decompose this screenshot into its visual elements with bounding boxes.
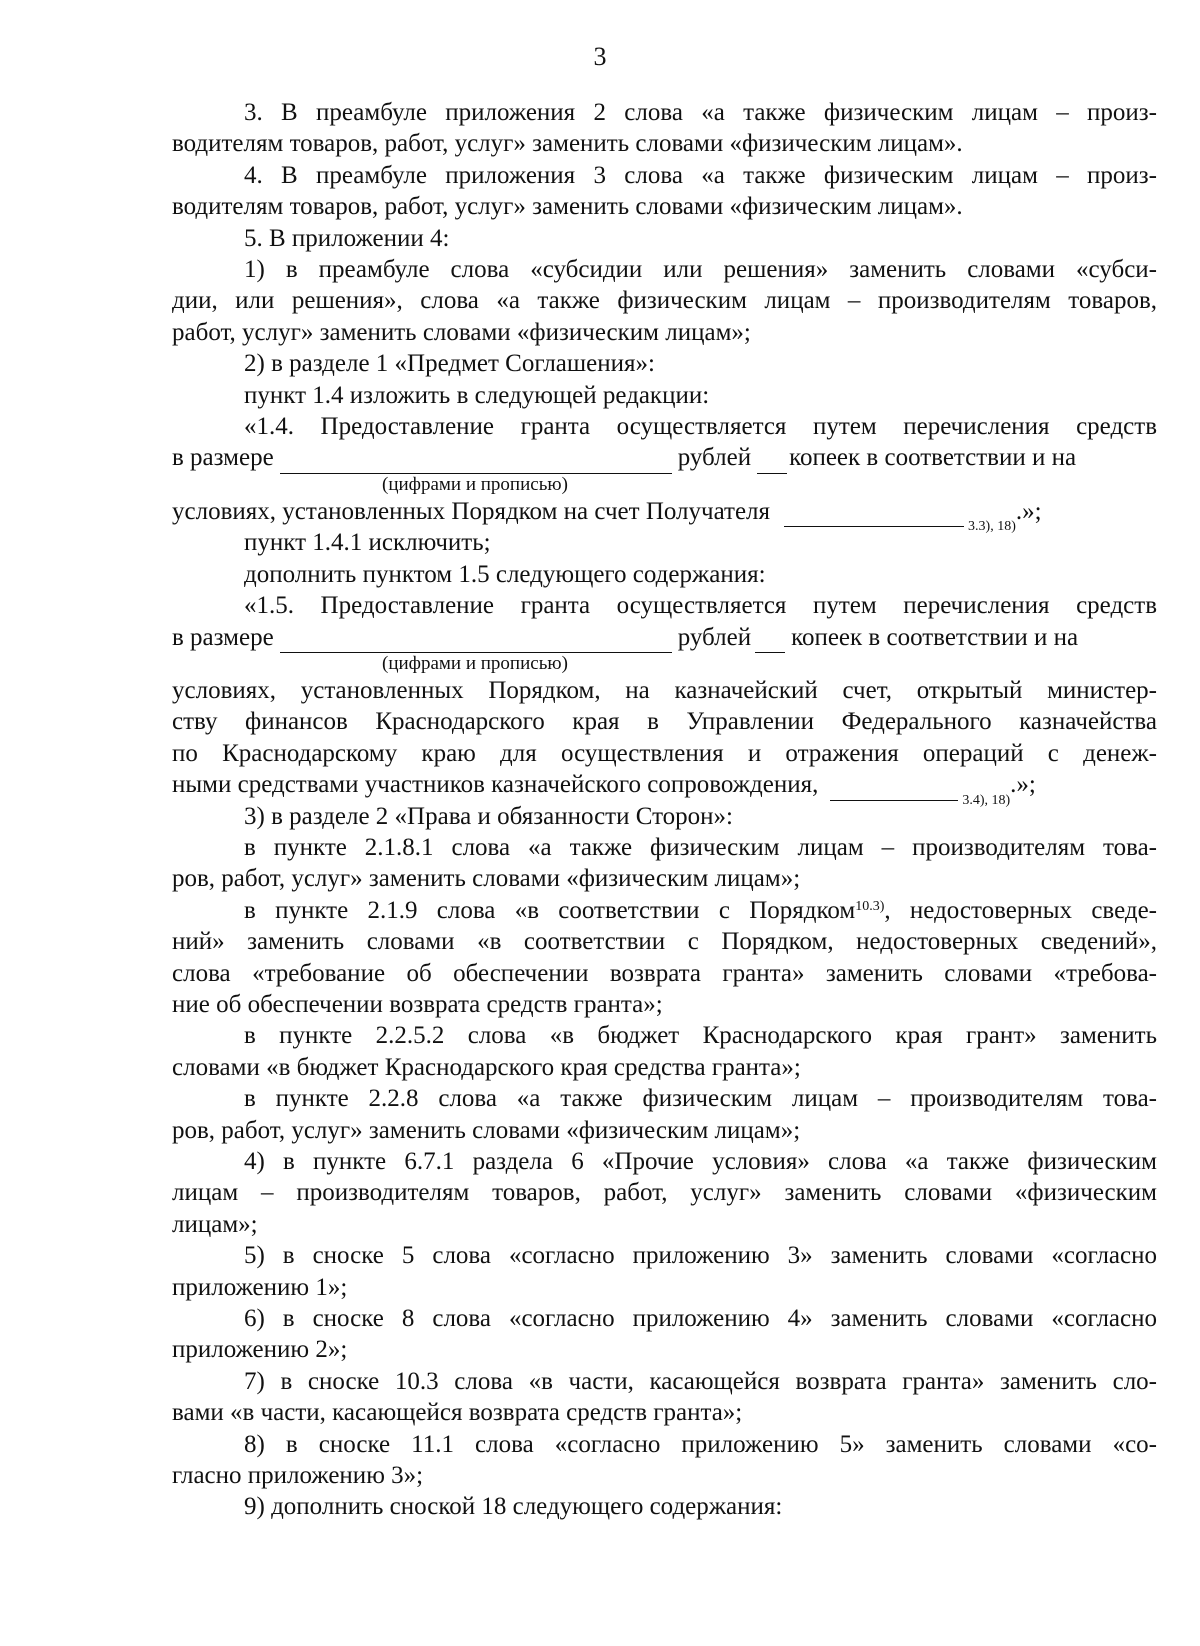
text-line: 4) в пункте 6.7.1 раздела 6 «Прочие условия» слова «а также физическим [244,1148,1157,1175]
text-line: приложению 1»; [172,1273,348,1301]
kop-label: копеек в соответствии и на [789,444,1077,472]
text-line: слова «требование об обеспечении возврата гранта» заменить словами «требова- [172,959,1157,987]
document-body [172,97,1157,1523]
text-line: приложению 2»; [172,1336,348,1364]
text-line: в пункте 2.2.8 слова «а также физическим лицам – производителям това- [244,1085,1157,1113]
text-line: «1.5. Предоставление гранта осуществляется путем перечисления средств [244,592,1157,620]
account-text: условиях, установленных Порядком на счет Получателя [172,497,771,525]
text-line: лицам»; [172,1210,258,1238]
text-line: 6) в сноске 8 слова «согласно приложению 4» заменить словами «согласно [244,1305,1157,1333]
text-line: ний» заменить словами «в соответствии с Порядком, недостоверных сведений», [172,928,1157,956]
text-line: по Краснодарскому краю для осуществления и отражения операций с денеж- [172,739,1157,767]
text-line: условиях, установленных Порядком, на казначейский счет, открытый министер- [172,676,1157,704]
rub-label: рублей [677,444,752,472]
text-line: ров, работ, услуг» заменить словами «физическим лицам»; [172,865,801,893]
text-line: 5. В приложении 4: [244,224,450,252]
text-line: вами «в части, касающейся возврата средств гранта»; [172,1399,743,1427]
text-line: 7) в сноске 10.3 слова «в части, касающейся возврата гранта» заменить сло- [244,1367,1157,1395]
text-line: 4. В преамбуле приложения 3 слова «а также физическим лицам – произ- [244,161,1157,189]
treasury-blank [830,778,958,801]
line-end: .»; [1010,771,1036,799]
footnote-ref: 10.3) [855,898,885,914]
treasury-text: ными средствами участников казначейского сопровождения, [172,771,819,799]
amount-blank [280,451,672,474]
text-line: лицам – производителям товаров, работ, услуг» заменить словами «физическим [172,1179,1157,1207]
text-line: ров, работ, услуг» заменить словами «физическим лицам»; [172,1116,801,1144]
text-line: в пункте 2.1.8.1 слова «а также физическим лицам – производителям това- [244,833,1157,861]
text-line: 5) в сноске 5 слова «согласно приложению 3» заменить словами «согласно [244,1242,1157,1270]
text-line: пункт 1.4 изложить в следующей редакции: [244,381,710,409]
text-line: водителям товаров, работ, услуг» заменить словами «физическим лицам». [172,193,963,221]
text-line: 3. В преамбуле приложения 2 слова «а также физическим лицам – произ- [244,99,1157,126]
rub-label: рублей [677,623,752,651]
amount-blank [280,630,672,653]
text-fragment: в пункте 2.1.9 слова «в соответствии с Порядком [244,896,856,924]
text-line: 3) в разделе 2 «Права и обязанности Сторон»: [244,802,734,830]
text-line: 9) дополнить сноской 18 следующего содержания: [244,1493,783,1521]
text-line: ству финансов Краснодарского края в Управлении Федерального казначейства [172,708,1157,736]
text-line [172,895,1157,926]
text-fragment: , недостоверных сведе- [884,896,1157,924]
amount-line-2 [172,622,1157,653]
amount-caption: (цифрами и прописью) [382,652,568,674]
text-line: 1) в преамбуле слова «субсидии или решения» заменить словами «субси- [244,256,1157,284]
kop-label: копеек в соответствии и на [791,623,1079,651]
text-line: 2) в разделе 1 «Предмет Соглашения»: [244,350,655,378]
account-line: условиях, установленных Порядком на счет Получателя 3.3), 18) .»; [172,497,1042,535]
text-line: дии, или решения», слова «а также физическим лицам – производителям товаров, [172,287,1157,315]
text-line: словами «в бюджет Краснодарского края средства гранта»; [172,1053,801,1081]
text-line: в пункте 2.2.5.2 слова «в бюджет Краснодарского края грант» заменить [244,1022,1157,1050]
amount-line-1 [172,442,1157,473]
page-number: 3 [593,42,607,71]
text-line: пункт 1.4.1 исключить; [244,529,491,557]
amount-prefix: в размере [172,623,274,651]
text-line: водителям товаров, работ, услуг» заменить словами «физическим лицам». [172,130,963,158]
text-line: 8) в сноске 11.1 слова «согласно приложению 5» заменить словами «со- [244,1430,1157,1458]
treasury-line: ными средствами участников казначейского сопровождения, 3.4), 18) .»; [172,771,1036,808]
text-line: «1.4. Предоставление гранта осуществляется путем перечисления средств [244,413,1157,441]
amount-prefix: в размере [172,444,274,472]
kop-blank [757,451,787,474]
amount-caption: (цифрами и прописью) [382,473,568,495]
account-blank [784,504,964,527]
text-line: гласно приложению 3»; [172,1462,424,1490]
text-line: ние об обеспечении возврата средств гранта»; [172,990,663,1018]
text-line: работ, услуг» заменить словами «физическим лицам»; [172,318,751,346]
kop-blank [755,630,785,653]
line-end: .»; [1015,497,1042,525]
text-line: дополнить пунктом 1.5 следующего содержания: [244,560,766,588]
